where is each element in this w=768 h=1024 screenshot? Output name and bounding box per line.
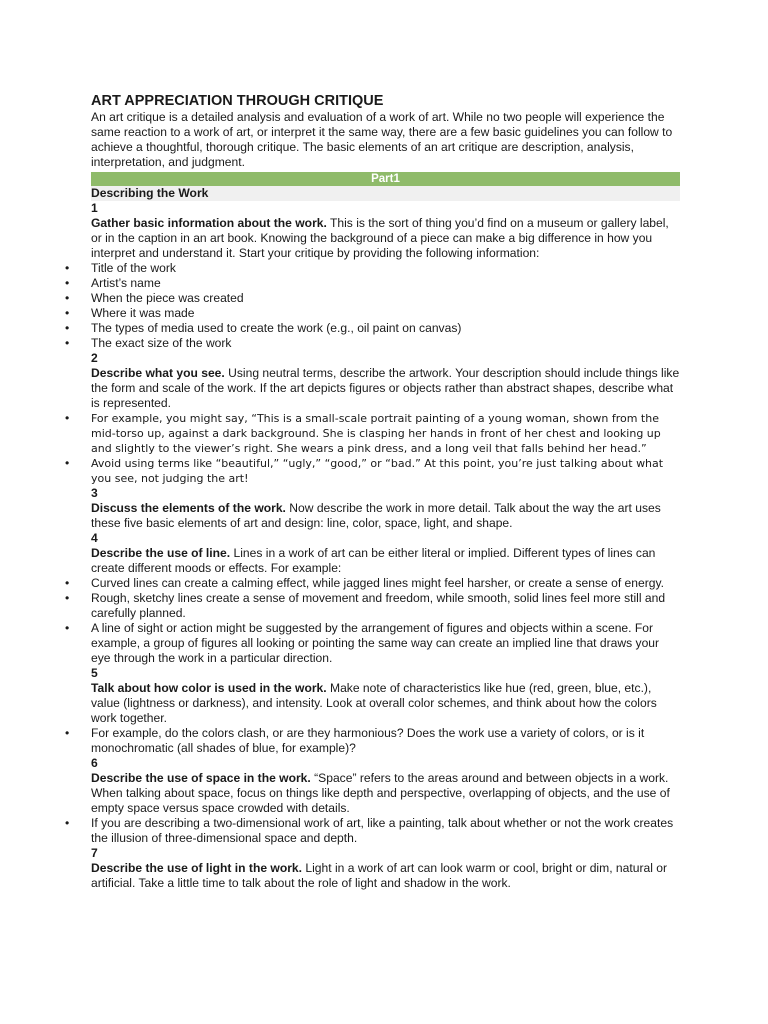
step-heading: Describe the use of space in the work. [91, 771, 311, 785]
section-heading: Describing the Work [91, 186, 680, 201]
list-item [65, 276, 680, 291]
step-number: 4 [91, 531, 98, 545]
list-item-text: The exact size of the work [91, 336, 232, 350]
bullet-icon: • [65, 621, 70, 635]
list-item-text: Artist’s name [91, 276, 161, 290]
bullet-icon: • [65, 276, 70, 290]
bullet-icon: • [65, 261, 70, 275]
list-item-text: Title of the work [91, 261, 176, 275]
step-paragraph [91, 501, 680, 531]
step-paragraph [91, 861, 680, 891]
step-number: 6 [91, 756, 98, 770]
bullet-icon: • [65, 456, 70, 470]
list-item-text: When the piece was created [91, 291, 244, 305]
step-paragraph [91, 216, 680, 261]
step-number: 7 [91, 846, 98, 860]
list-item [65, 576, 680, 591]
bullet-icon: • [65, 291, 70, 305]
step-heading: Discuss the elements of the work. [91, 501, 286, 515]
list-item [65, 321, 680, 336]
bullet-list [65, 261, 680, 351]
list-item [65, 306, 680, 321]
list-item-text: Curved lines can create a calming effect, while jagged lines might feel harsher, or create a sense of energy. [91, 576, 664, 590]
step-paragraph [91, 546, 680, 576]
step-number: 2 [91, 351, 98, 365]
list-item-text: Where it was made [91, 306, 195, 320]
bullet-icon: • [65, 726, 70, 740]
document-title: ART APPRECIATION THROUGH CRITIQUE [91, 93, 384, 109]
list-item [65, 816, 680, 846]
step-number: 5 [91, 666, 98, 680]
step-paragraph [91, 366, 680, 411]
step-text: This is the sort of thing you’d find on a museum or gallery label, or in the caption in an art book. Knowing the background of a piece can make a big difference in how you interpret and understand it. Start your critique by providing the following information: [91, 216, 669, 260]
bullet-list [65, 816, 680, 846]
list-item [65, 336, 680, 351]
step-number: 3 [91, 486, 98, 500]
step-number: 1 [91, 201, 98, 215]
list-item [65, 411, 680, 456]
list-item [65, 291, 680, 306]
step-heading: Gather basic information about the work. [91, 216, 327, 230]
bullet-icon: • [65, 306, 70, 320]
step-text: Now describe the work in more detail. Talk about the way the art uses these five basic elements of art and design: line, color, space, light, and shape. [91, 501, 661, 530]
list-item-text: Avoid using terms like “beautiful,” “ugly,” “good,” or “bad.” At this point, you’re just talking about what you see, not judging the art! [91, 457, 664, 485]
list-item [65, 621, 680, 666]
step-paragraph [91, 771, 680, 816]
step-heading: Describe the use of line. [91, 546, 231, 560]
part-header-bar: Part1 [91, 172, 680, 186]
list-item [65, 591, 680, 621]
step-paragraph [91, 681, 680, 726]
bullet-icon: • [65, 336, 70, 350]
list-item [65, 261, 680, 276]
bullet-icon: • [65, 321, 70, 335]
bullet-list [65, 576, 680, 666]
step-text: Make note of characteristics like hue (red, green, blue, etc.), value (lightness or darkness), and intensity. Look at overall color schemes, and think about how the colors work together. [91, 681, 657, 725]
step-text: Light in a work of art can look warm or cool, bright or dim, natural or artificial. Take a little time to talk about the role of light and shadow in the work. [91, 861, 668, 890]
list-item-text: If you are describing a two-dimensional work of art, like a painting, talk about whether or not the work creates the illusion of three-dimensional space and depth. [91, 816, 674, 845]
step-heading: Talk about how color is used in the work. [91, 681, 327, 695]
list-item-text: Rough, sketchy lines create a sense of movement and freedom, while smooth, solid lines feel more still and carefully planned. [91, 591, 666, 620]
intro-paragraph: An art critique is a detailed analysis and evaluation of a work of art. While no two people will experience the same reaction to a work of art, or interpret it the same way, there are a few basic guidelines you can follow to achieve a thoughtful, thorough critique. The basic elements of an art critique are description, analysis, interpretation, and judgment. [91, 110, 673, 169]
list-item [65, 726, 680, 756]
bullet-icon: • [65, 411, 70, 425]
bullet-icon: • [65, 591, 70, 605]
list-item-text: The types of media used to create the work (e.g., oil paint on canvas) [91, 321, 462, 335]
list-item-text: For example, do the colors clash, or are they harmonious? Does the work use a variety of colors, or is it monochromatic (all shades of blue, for example)? [91, 726, 645, 755]
step-heading: Describe what you see. [91, 366, 225, 380]
step-text: Lines in a work of art can be either literal or implied. Different types of lines can create different moods or effects. For example: [91, 546, 656, 575]
step-text: “Space” refers to the areas around and between objects in a work. When talking about space, focus on things like depth and perspective, overlapping of objects, and the use of empty space versus space crowded with details. [91, 771, 670, 815]
bullet-list [65, 726, 680, 756]
steps-container [65, 201, 680, 891]
list-item-text: A line of sight or action might be suggested by the arrangement of figures and objects within a scene. For example, a group of figures all looking or pointing the same way can create an implied line that draws your eye through the work in a particular direction. [91, 621, 660, 665]
list-item-text: For example, you might say, “This is a small-scale portrait painting of a young woman, shown from the mid-torso up, against a dark background. She is clasping her hands in front of her chest and looking up and slightly to the viewer’s right. She wears a pink dress, and a long veil that falls behind her head.” [91, 412, 661, 455]
list-item [65, 456, 680, 486]
bullet-icon: • [65, 576, 70, 590]
step-text: Using neutral terms, describe the artwork. Your description should include things like the form and scale of the work. If the art depicts figures or objects rather than abstract shapes, describe what is represented. [91, 366, 680, 410]
bullet-icon: • [65, 816, 70, 830]
bullet-list [65, 411, 680, 486]
step-heading: Describe the use of light in the work. [91, 861, 303, 875]
